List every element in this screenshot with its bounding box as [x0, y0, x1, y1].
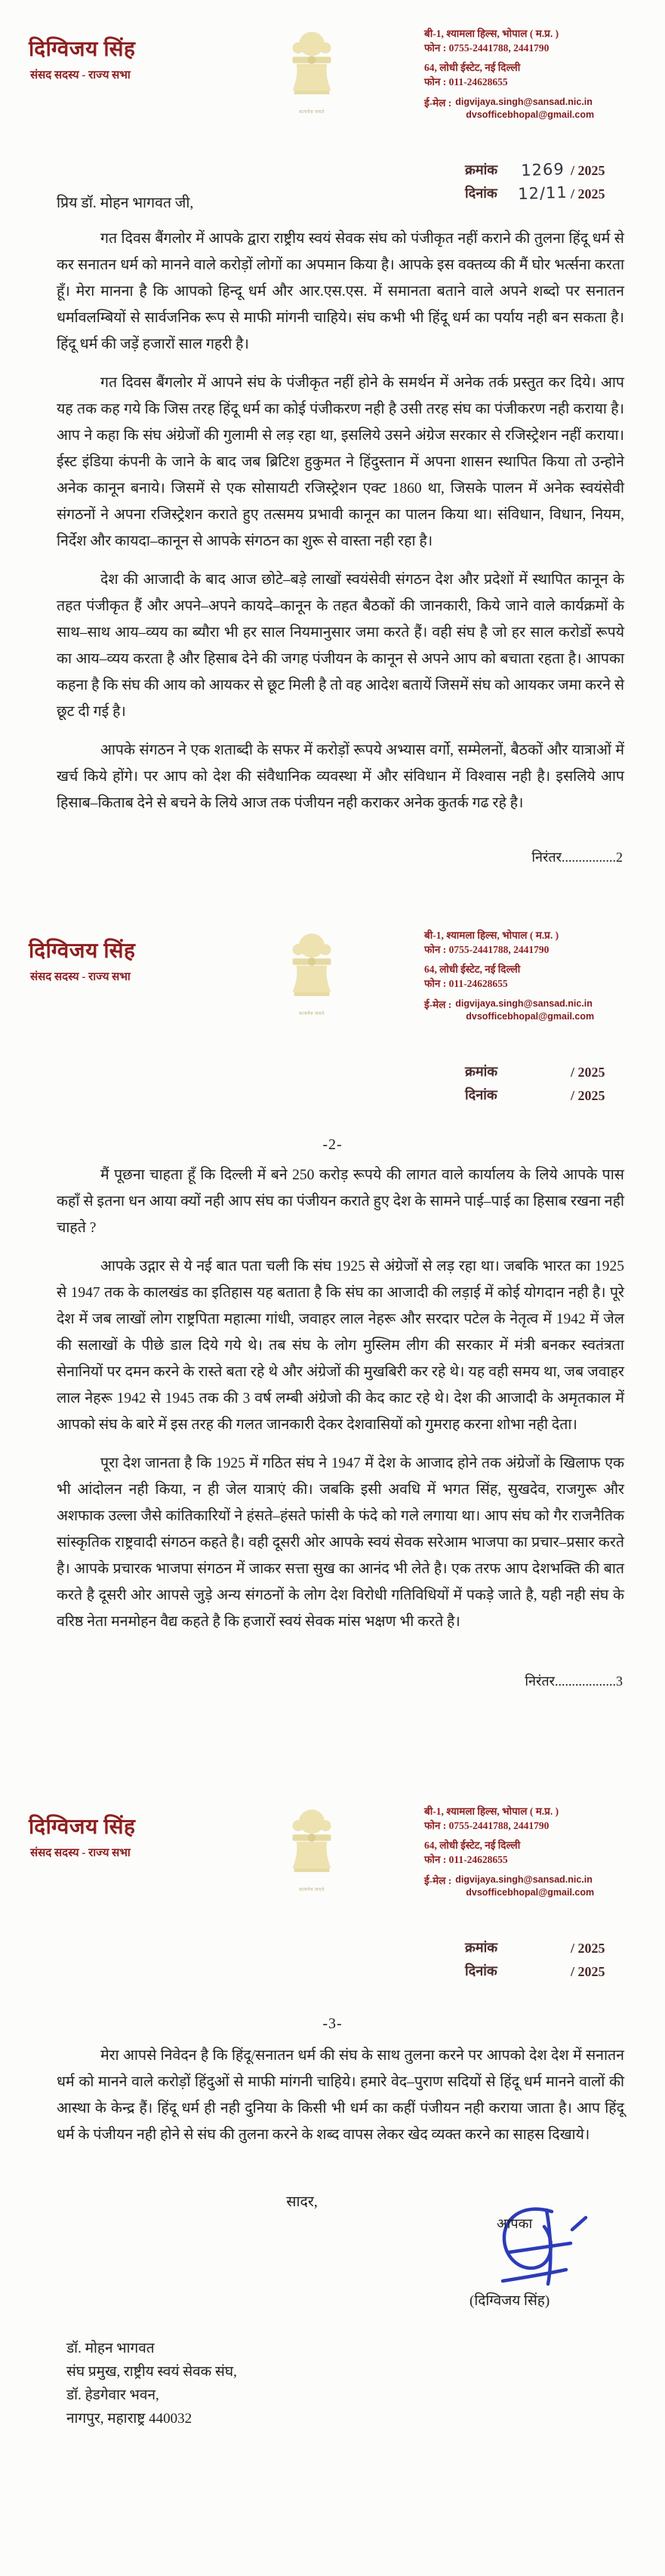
continuation-note: निरंतर..................3 [525, 1674, 623, 1689]
address-bhopal: बी-1, श्यामला हिल्स, भोपाल ( म.प्र. ) [424, 1806, 559, 1817]
salutation: प्रिय डॉ. मोहन भागवत जी, [57, 195, 194, 211]
recipient-line: नागपुर, महाराष्ट्र 440032 [66, 2411, 192, 2427]
letterhead [0, 1806, 665, 1991]
email-label: ई-मेल : [424, 1875, 452, 1886]
body-paragraph: देश की आजादी के बाद आज छोटे–बड़े लाखों स्वयंसेवी संगठन देश और प्रदेशों में स्थापित कानून के तहत पंजीकृत हैं और अपने–अपने कायदे–कानून के तहत बैठकों की जानकारी, किये जाने वाले कार्यक्रमों के साथ–साथ आय–व्यय का ब्यौरा भी हर साल नियमानुसार जमा करते हैं। वही संघ है जो हर साल करोडों रूपये का आय–व्यय करता है और हिसाब देने की जगह पंजीयन के कानून से अपने आप को बचाता रहता है। आपका कहना है कि संघ की आय को आयकर से छूट मिली है तो वह आदेश बतायें जिसमें संघ को आयकर जमा करने से छूट दी गई है। [57, 572, 624, 720]
phone-bhopal: फोन : 0755-2441788, 2441790 [424, 42, 550, 54]
serial-year: / 2025 [571, 1065, 605, 1080]
body-paragraph: आपके उद्गार से ये नई बात पता चली कि संघ 1925 से अंग्रेजों से लड़ रहा था। जबकि भारत का 1925 से 1947 तक के कालखंड का इतिहास यह बताता है कि संघ का आजादी की लड़ाई में कोई योगदान नही है। पूरे देश में जब लाखों लोग राष्ट्रपिता महात्मा गांधी, जवाहर लाल नेहरू और सरदार पटेल के नेतृत्व में 1942 में जेल की सलाखों के पीछे डाल दिये गये थे। तब संघ के लोग मुस्लिम लीग की सरकार में मंत्री बनकर स्वतंत्रता सेनानियों पर दमन करने के रास्ते बता रहे थे और अंग्रेजों की मुखबिरी कर रहे थे। यह वही समय था, जब जवाहर लाल नेहरू 1942 से 1945 तक की 3 वर्ष लम्बी अंग्रेजो की केद काट रहे थे। देश की आजादी के अमृतकाल में आपको संघ के बारे में इस तरह की गलत जानकारी देकर देशवासियों को गुमराह करना शोभा नही देता। [57, 1259, 625, 1433]
recipient-line: डॉ. हेडगेवार भवन, [66, 2387, 159, 2403]
address-delhi: 64, लोधी ईस्टेट, नई दिल्ली [424, 1840, 521, 1851]
body-paragraph: गत दिवस बैंगलोर में आपके द्वारा राष्ट्रीय स्वयं सेवक संघ को पंजीकृत नहीं कराने की तुलना हिंदू धर्म से कर सनातन धर्म को मानने वाले करोड़ों लोगों का अपमान किया है। आपके इस वक्तव्य की मैं घोर भर्त्सना करता हूँ। मेरा मानना है कि आपको हिन्दू धर्म और आर.एस.एस. में समानता बताने वाले अपने शब्दो पर सनातन धर्मावलम्बियों से सार्वजनिक रूप से माफी मांगनी चाहिये। संघ कभी भी हिंदू धर्म का पर्याय नही बन सकता है। हिंदू धर्म की जड़ें हजारों साल गहरी है। [57, 231, 624, 352]
letter-page-1 [0, 0, 665, 919]
serial-row [465, 1938, 605, 1957]
letter-page-2 [0, 919, 665, 1807]
sender-designation: संसद सदस्य - राज्य सभा [30, 69, 131, 81]
recipient-address [66, 2337, 237, 2430]
date-year: / 2025 [571, 186, 605, 201]
serial-value-handwritten: 1269 [520, 160, 565, 180]
signed-name: (दिग्विजय सिंह) [470, 2293, 550, 2309]
letterhead-address [424, 928, 594, 1023]
date-row [465, 1086, 605, 1104]
phone-bhopal: फोन : 0755-2441788, 2441790 [424, 1820, 550, 1831]
serial-year: / 2025 [571, 1941, 605, 1956]
page-marker: -3- [322, 2015, 343, 2032]
email-label: ई-मेल : [424, 999, 452, 1010]
letter-body-page-1 [57, 190, 624, 828]
serial-year: / 2025 [571, 163, 605, 178]
sender-name: दिग्विजय सिंह [29, 939, 136, 963]
signature-block [466, 2206, 633, 2310]
email-primary: digvijaya.singh@sansad.nic.in [455, 998, 593, 1009]
serial-value-blank [515, 1080, 571, 1082]
sender-name: दिग्विजय सिंह [29, 1815, 136, 1839]
serial-value-blank [515, 1956, 571, 1958]
serial-row [465, 161, 605, 179]
letter-page-3 [0, 1807, 665, 2576]
address-bhopal: बी-1, श्यामला हिल्स, भोपाल ( म.प्र. ) [424, 28, 559, 39]
date-year: / 2025 [571, 1964, 605, 1979]
letterhead [0, 28, 665, 214]
recipient-name: डॉ. मोहन भागवत [66, 2341, 155, 2356]
serial-label: क्रमांक [465, 1940, 498, 1955]
body-paragraph: मैं पूछना चाहता हूँ कि दिल्ली में बने 250 करोड़ रूपये की लागत वाले कार्यालय के लिये आपके पास कहाँ से इतना धन आया क्यों नही आप संघ का पंजीयन कराते हुए देश के सामने पाई–पाई का हिसाब रखना नही चाहते ? [57, 1167, 624, 1236]
page-marker: -2- [322, 1136, 343, 1153]
letterhead [0, 930, 665, 1115]
email-secondary: dvsofficebhopal@gmail.com [466, 1011, 595, 1022]
date-label: दिनांक [465, 1963, 497, 1978]
address-delhi: 64, लोधी ईस्टेट, नई दिल्ली [424, 62, 521, 73]
closing-regards: सादर, [286, 2194, 318, 2210]
address-delhi: 64, लोधी ईस्टेट, नई दिल्ली [424, 964, 521, 975]
phone-delhi: फोन : 011-24628655 [424, 978, 508, 989]
sender-designation: संसद सदस्य - राज्य सभा [30, 971, 131, 983]
closing-yours: आपका [497, 2216, 533, 2231]
sender-designation: संसद सदस्य - राज्य सभा [30, 1847, 131, 1859]
serial-row [465, 1062, 605, 1081]
sender-name: दिग्विजय सिंह [29, 38, 136, 61]
emblem-caption: सत्यमेव जयते [299, 1888, 325, 1892]
ashoka-emblem-icon [288, 930, 336, 1016]
letterhead-address [424, 1804, 594, 1899]
date-row [465, 1962, 605, 1980]
ashoka-emblem-icon [288, 28, 336, 115]
email-primary: digvijaya.singh@sansad.nic.in [455, 1874, 593, 1885]
body-paragraph: गत दिवस बैंगलोर में आपने संघ के पंजीकृत नहीं होने के समर्थन में अनेक तर्क प्रस्तुत कर दिये। आप यह तक कह गये कि जिस तरह हिंदू धर्म का कोई पंजीकरण नही है उसी तरह संघ का पंजीकरण नही कराया है। आप ने कहा कि संघ अंग्रेजों की गुलामी से लड़ रहा था, इसलिये उसने अंग्रेज सरकार से रजिस्ट्रेशन नहीं कराया। ईस्ट इंडिया कंपनी के जाने के बाद जब ब्रिटिश हुकुमत ने हिंदुस्तान में अपना शासन स्थापित किया तो उन्होने अनेक कानून बनाये। जिसमें से एक सोसायटी रजिस्ट्रेशन एक्ट 1860 था, जिसके पालन में अनेक स्वयंसेवी संगठनों ने अपना रजिस्ट्रेशन कराते हुए तत्समय प्रभावी कानून का पालन किया था। संविधान, विधान, नियम, निर्देश और कायदा–कानून से आपके संगठन का शुरू से वास्ता नही रहा है। [57, 375, 624, 549]
letterhead-address [424, 26, 594, 121]
date-value-handwritten: 12/11 [517, 183, 568, 204]
email-label: ई-मेल : [424, 97, 452, 109]
date-year: / 2025 [571, 1088, 605, 1103]
email-secondary: dvsofficebhopal@gmail.com [466, 1887, 595, 1898]
body-paragraph: आपके संगठन ने एक शताब्दी के सफर में करोड़ों रूपये अभ्यास वर्गो, सम्मेलनों, बैठकों और यात्राओं में खर्च किये होंगे। पर आप को देश की संवैधानिक व्यवस्था में और संविधान में विश्वास नही है। इसलिये आप हिसाब–किताब देने से बचने के लिये आज तक पंजीयन नही कराकर अनेक कुतर्क गढ रहे है। [57, 742, 624, 811]
emblem-caption: सत्यमेव जयते [299, 1012, 325, 1016]
date-value-blank [515, 1103, 571, 1105]
phone-delhi: फोन : 011-24628655 [424, 1854, 508, 1865]
date-value-blank [515, 1979, 571, 1981]
phone-delhi: फोन : 011-24628655 [424, 76, 508, 88]
date-label: दिनांक [465, 186, 497, 201]
email-primary: digvijaya.singh@sansad.nic.in [455, 97, 593, 107]
emblem-caption: सत्यमेव जयते [299, 110, 325, 115]
body-paragraph: मेरा आपसे निवेदन है कि हिंदू/सनातन धर्म की संघ के साथ तुलना करने पर आपको देश देश में सनातन धर्म को मानने वाले करोड़ों हिंदुओं से माफी मांगनी चाहिये। हमारे वेद–पुराण सदियों से हिंदू धर्म मानने वालों की आस्था के केन्द्र हैं। हिंदू धर्म ही नही दुनिया के किसी भी धर्म का कहीं पंजीयन नही कराया जाता है। आप हिंदू धर्म के पंजीयन नही होने से संघ की तुलना करने के शब्द वापस लेकर खेद व्यक्त करने का साहस दिखाये। [57, 2048, 624, 2143]
phone-bhopal: फोन : 0755-2441788, 2441790 [424, 944, 550, 955]
body-paragraph: पूरा देश जानता है कि 1925 में गठित संघ ने 1947 में देश के आजाद होने तक अंग्रेजों के खिलाफ एक भी आंदोलन नही किया, न ही जेल यात्राएं की। जबकि इसी अवधि में भगत सिंह, सुखदेव, राजगुरू और अशफाक उल्ला जैसे कांतिकारियों ने हंसते–हंसते फांसी के फंदे को गले लगाया था। आप संघ को गैर राजनैतिक सांस्कृतिक राष्ट्रवादी संगठन कहते है। वही दूसरी ओर आपके स्वयं सेवक सरेआम भाजपा का प्रचार–प्रसार करते है। आपके प्रचारक भाजपा संगठन में जाकर सत्ता सुख का आनंद भी लेते है। एक तरफ आप देशभक्ति की बात करते है दूसरी ओर आपसे जुड़े अन्य संगठनों के लोग देश विरोधी गतिविधियों में पकड़े जाते है, यही नही संघ के वरिष्ठ नेता मनमोहन वैद्य कहते है कि हजारों स्वयं सेवक मांस भक्षण भी करते है। [57, 1456, 624, 1630]
serial-label: क्रमांक [465, 162, 498, 177]
recipient-line: संघ प्रमुख, राष्ट्रीय स्वयं सेवक संघ, [66, 2364, 237, 2380]
email-secondary: dvsofficebhopal@gmail.com [466, 109, 595, 120]
serial-label: क्रमांक [465, 1064, 498, 1079]
continuation-note: निरंतर................2 [531, 850, 623, 865]
ashoka-emblem-icon [288, 1806, 336, 1892]
letter-body-page-2 [57, 1162, 624, 1647]
date-label: दिनांक [465, 1087, 497, 1102]
address-bhopal: बी-1, श्यामला हिल्स, भोपाल ( म.प्र. ) [424, 930, 559, 941]
letter-body-page-3 [57, 2043, 624, 2160]
